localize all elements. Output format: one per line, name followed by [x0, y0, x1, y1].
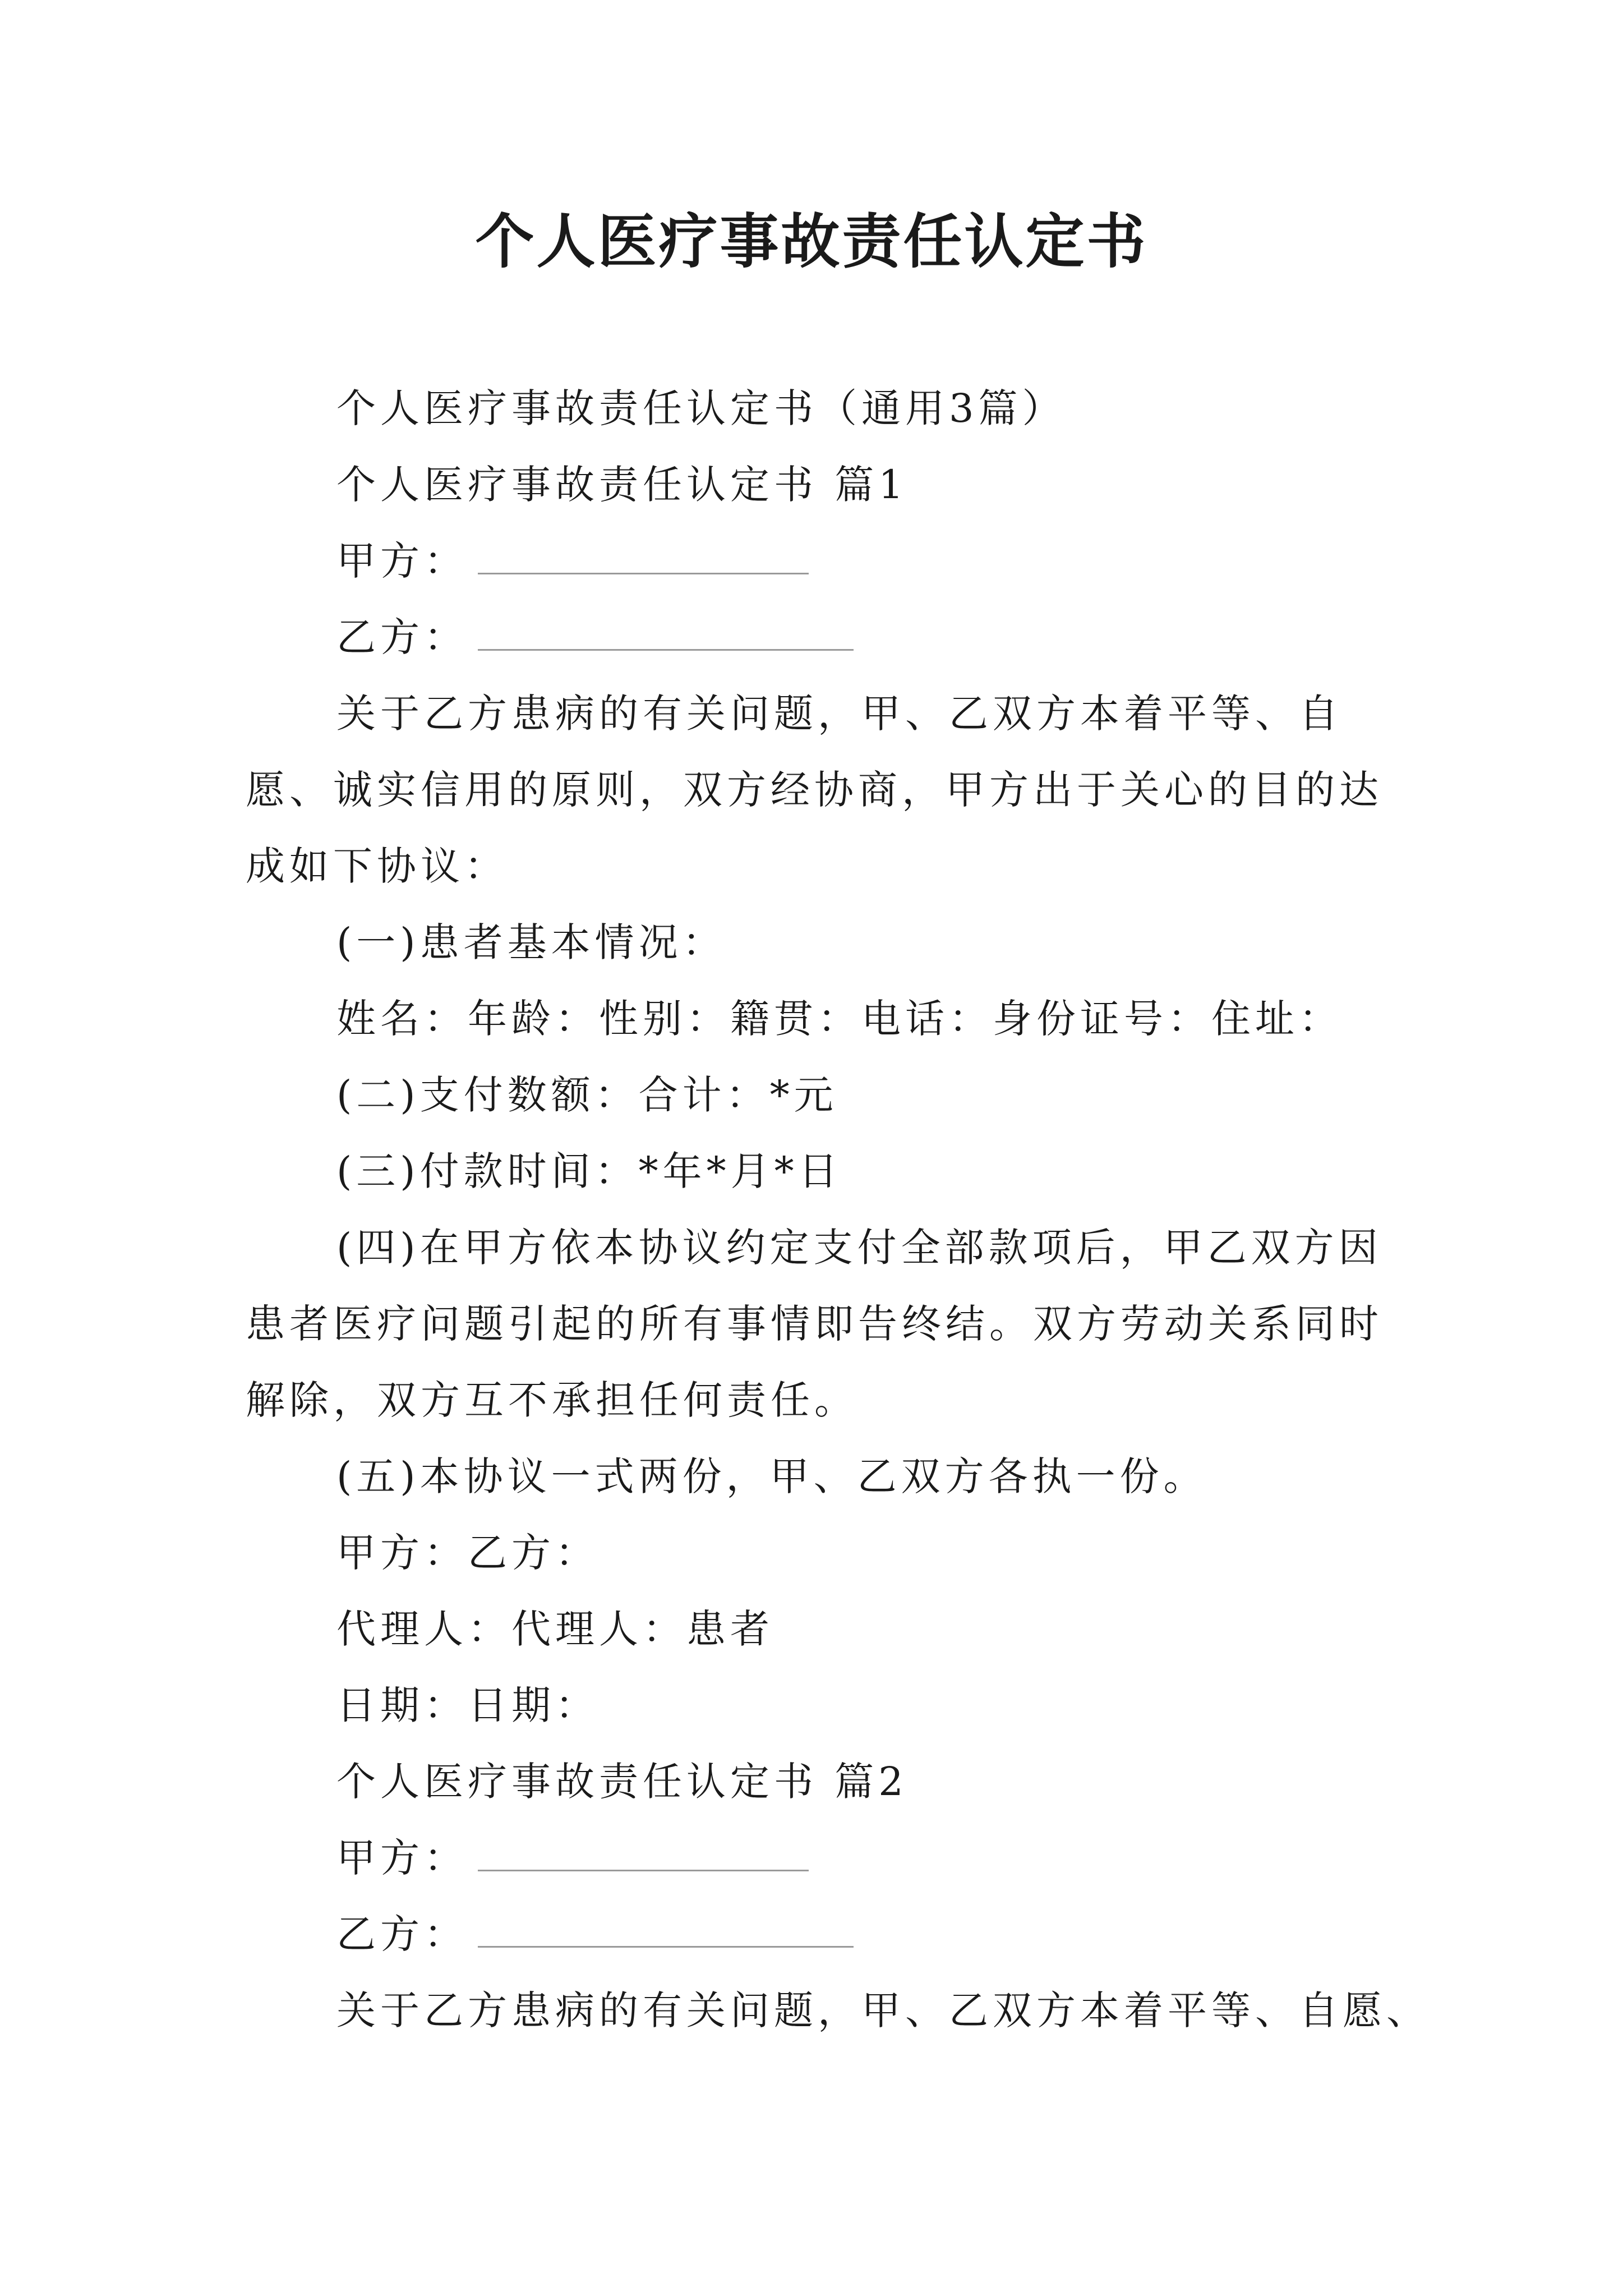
party-a-blank	[478, 549, 809, 574]
section-2-party-a-line	[246, 1820, 1395, 1896]
section-2-party-b-blank	[478, 1922, 854, 1948]
section-2-heading: 个人医疗事故责任认定书 篇2	[336, 1759, 908, 1805]
party-b-line	[246, 599, 1395, 675]
item-3: (三)付款时间：*年*月*日	[336, 1148, 842, 1194]
party-a-label: 甲方：	[336, 538, 468, 584]
signature-agents: 代理人：代理人：患者	[336, 1606, 774, 1652]
section-1-heading: 个人医疗事故责任认定书 篇1	[336, 462, 908, 508]
patient-fields: 姓名：年龄：性别：籍贯：电话：身份证号：住址：	[336, 996, 1343, 1042]
party-a-line	[246, 523, 1395, 599]
section-2-party-b-line	[246, 1896, 1395, 1972]
signature-parties: 甲方：乙方：	[336, 1530, 599, 1576]
section-2-party-a-label: 甲方：	[336, 1835, 468, 1881]
item-5: (五)本协议一式两份，甲、乙双方各执一份。	[336, 1453, 1207, 1499]
item-4: (四)在甲方依本协议约定支付全部款项后，甲乙双方因患者医疗问题引起的所有事情即告终结。双方劳动关系同时解除，双方互不承担任何责任。	[246, 1225, 1383, 1423]
section-2-party-a-blank	[478, 1846, 809, 1871]
item-1: (一)患者基本情况：	[336, 919, 726, 965]
party-b-blank	[478, 625, 854, 651]
document-subtitle: 个人医疗事故责任认定书（通用3篇）	[336, 385, 1066, 431]
signature-dates: 日期：日期：	[336, 1682, 599, 1728]
document-title: 个人医疗事故责任认定书	[475, 206, 1148, 276]
party-b-label: 乙方：	[336, 614, 468, 660]
section-2-intro: 关于乙方患病的有关问题，甲、乙双方本着平等、自愿、	[336, 1987, 1430, 2033]
section-1-intro: 关于乙方患病的有关问题，甲、乙双方本着平等、自愿、诚实信用的原则，双方经协商，甲方出于关心的目的达成如下协议：	[246, 691, 1383, 889]
item-2: (二)支付数额：合计：*元	[336, 1072, 838, 1118]
section-2-party-b-label: 乙方：	[336, 1911, 468, 1957]
document-body	[246, 370, 1430, 2049]
